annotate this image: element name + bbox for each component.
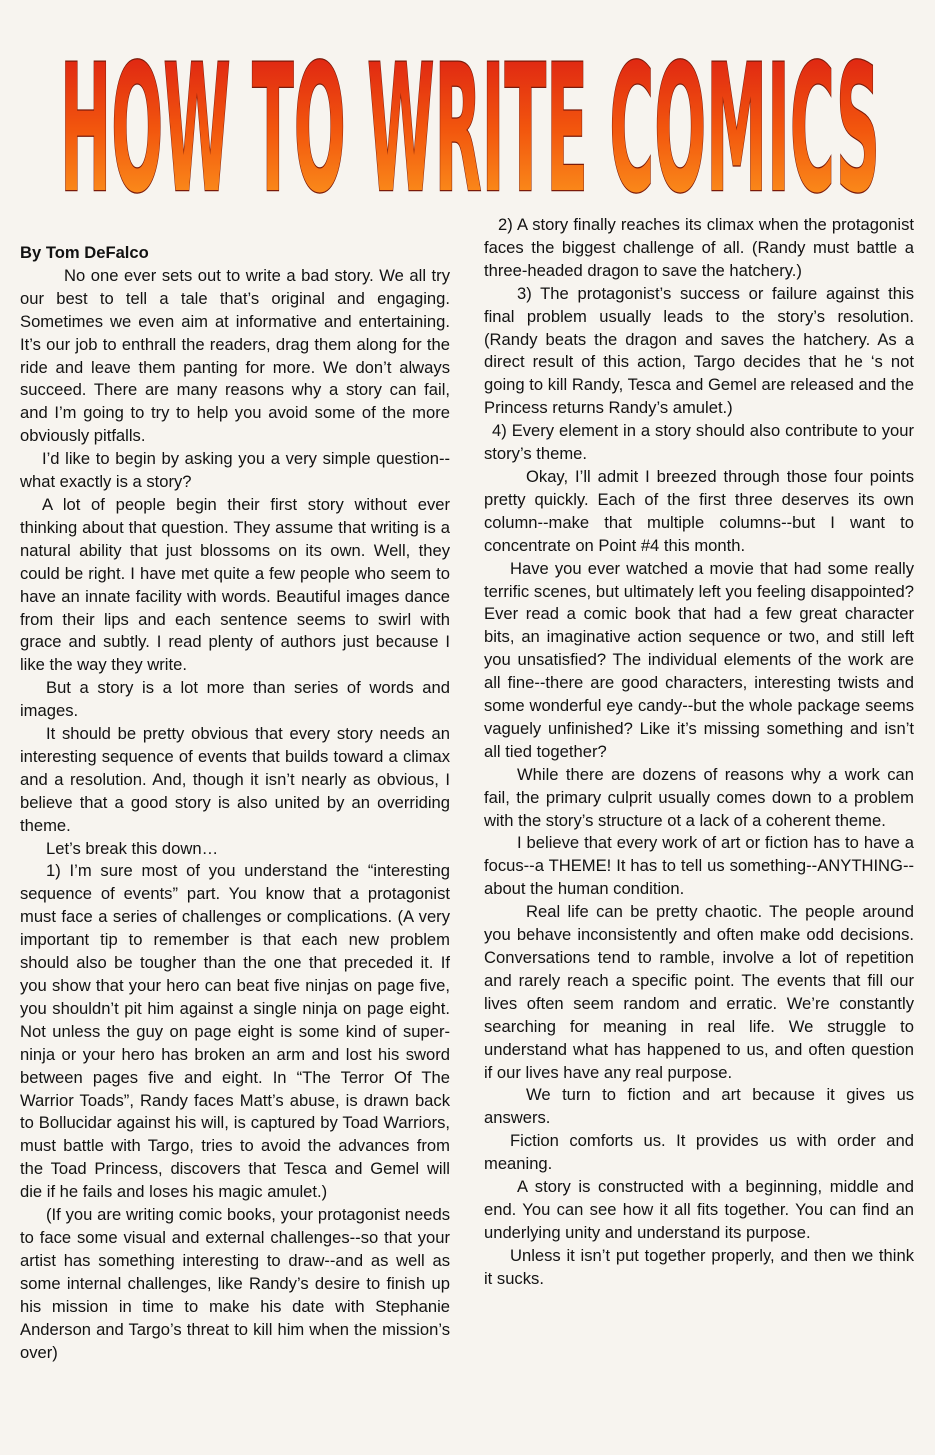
title-lettering xyxy=(40,14,900,214)
byline: By Tom DeFalco xyxy=(20,243,149,262)
paragraph: Okay, I’ll admit I breezed through those four points pretty quickly. Each of the first three deserves its own column--make that multiple columns--but I want to concentrate on Point #4 this month. xyxy=(484,466,914,555)
paragraph: While there are dozens of reasons why a work can fail, the primary culprit usually comes down to a problem with the story’s structure ot a lack of a coherent theme. xyxy=(484,764,914,830)
paragraph: Unless it isn’t put together properly, and then we think it sucks. xyxy=(484,1245,914,1288)
paragraph: A lot of people begin their first story without ever thinking about that question. They assume that writing is a natural ability that just blossoms on its own. Well, they could be right. I have met quite a few people who seem to have an innate facility with words. Beautiful images dance from their lips and each sentence seems to swirl with grace and subtly. I read plenty of authors just because I like the way they write. xyxy=(20,494,450,675)
paragraph: Have you ever watched a movie that had some really terrific scenes, but ultimately left you feeling disappointed? Ever read a comic book that had a few great character bits, an imaginative action sequence or two, and still left you unsatisfied? The individual elements of the work are all fine--there are good characters, interesting twists and some wonderful eye candy--but the whole package seems vaguely unfinished? Like it’s missing something and isn’t all tied together? xyxy=(484,558,914,761)
paragraph: I believe that every work of art or fiction has to have a focus--a THEME! It has to tell us something--ANYTHING--about the human condition. xyxy=(484,833,914,899)
paragraph: A story is constructed with a beginning, middle and end. You can see how it all fits together. You can find an underlying unity and understand its purpose. xyxy=(484,1177,914,1242)
paragraph: (If you are writing comic books, your protagonist needs to face some visual and external challenges--so that your artist has something interesting to draw--and as well as some internal challenges, like Randy’s desire to finish up his mission in time to make his date with Stephanie Anderson and Targo’s threat to kill him when the mission’s over) xyxy=(20,1205,450,1362)
paragraph: No one ever sets out to write a bad story. We all try our best to tell a tale that’s original and engaging. Sometimes we even aim at informative and entertaining. It’s our job to enthrall the readers, drag them along for the ride and leave them panting for more. We don’t always succeed. There are many reasons why a story can fail, and I’m going to try to help you avoid some of the more obviously pitfalls. xyxy=(20,265,450,446)
paragraph: It should be pretty obvious that every story needs an interesting sequence of events that builds toward a climax and a resolution. And, though it isn’t nearly as obvious, I believe that a good story is also united by an overriding theme. xyxy=(20,724,450,835)
article-title-banner xyxy=(40,14,900,214)
paragraph: But a story is a lot more than series of words and images. xyxy=(20,678,450,721)
left-column xyxy=(20,214,450,1364)
paragraph: 2) A story finally reaches its climax when the protagonist faces the biggest challenge of all. (Randy must battle a three-headed dragon to save the hatchery.) xyxy=(484,215,914,280)
paragraph: 3) The protagonist’s success or failure against this final problem usually leads to the story’s resolution. (Randy beats the dragon and saves the hatchery. As a direct result of this action, Targo decides that he ‘s not going to kill Randy, Tesca and Gemel are released and the Princess returns Randy’s amulet.) xyxy=(484,283,914,418)
paragraph: Fiction comforts us. It provides us with order and meaning. xyxy=(484,1131,914,1174)
paragraph: We turn to fiction and art because it gives us answers. xyxy=(484,1085,914,1128)
right-column xyxy=(484,214,914,1291)
paragraph: Real life can be pretty chaotic. The people around you behave inconsistently and often make odd decisions. Conversations tend to ramble, involve a lot of repetition and rarely reach a specific point. The events that fill our lives often seem random and erratic. We’re constantly searching for meaning in real life. We struggle to understand what has happened to us, and often question if our lives have any real purpose. xyxy=(484,902,914,1082)
paragraph: 4) Every element in a story should also contribute to your story’s theme. xyxy=(484,421,914,464)
paragraph: I’d like to begin by asking you a very simple question--what exactly is a story? xyxy=(20,449,450,492)
paragraph: Let’s break this down… xyxy=(46,838,219,858)
page-title: HOW TO WRITE COMICS xyxy=(60,27,880,214)
paragraph: 1) I’m sure most of you understand the “interesting sequence of events” part. You know that a protagonist must face a series of challenges or complications. (A very important tip to remember is that each new problem should also be tougher than the one that preceded it. If you show that your hero can beat five ninjas on page five, you shouldn’t pit him against a single ninja on page eight. Not unless the guy on page eight is some kind of super-ninja or your hero has broken an arm and lost his sword between pages five and eight. In “The Terror Of The Warrior Toads”, Randy faces Matt’s abuse, is drawn back to Bollucidar against his will, is captured by Toad Warriors, must battle with Targo, tries to avoid the advances from the Toad Princess, discovers that Tesca and Gemel will die if he fails and loses his magic amulet.) xyxy=(20,861,450,1202)
